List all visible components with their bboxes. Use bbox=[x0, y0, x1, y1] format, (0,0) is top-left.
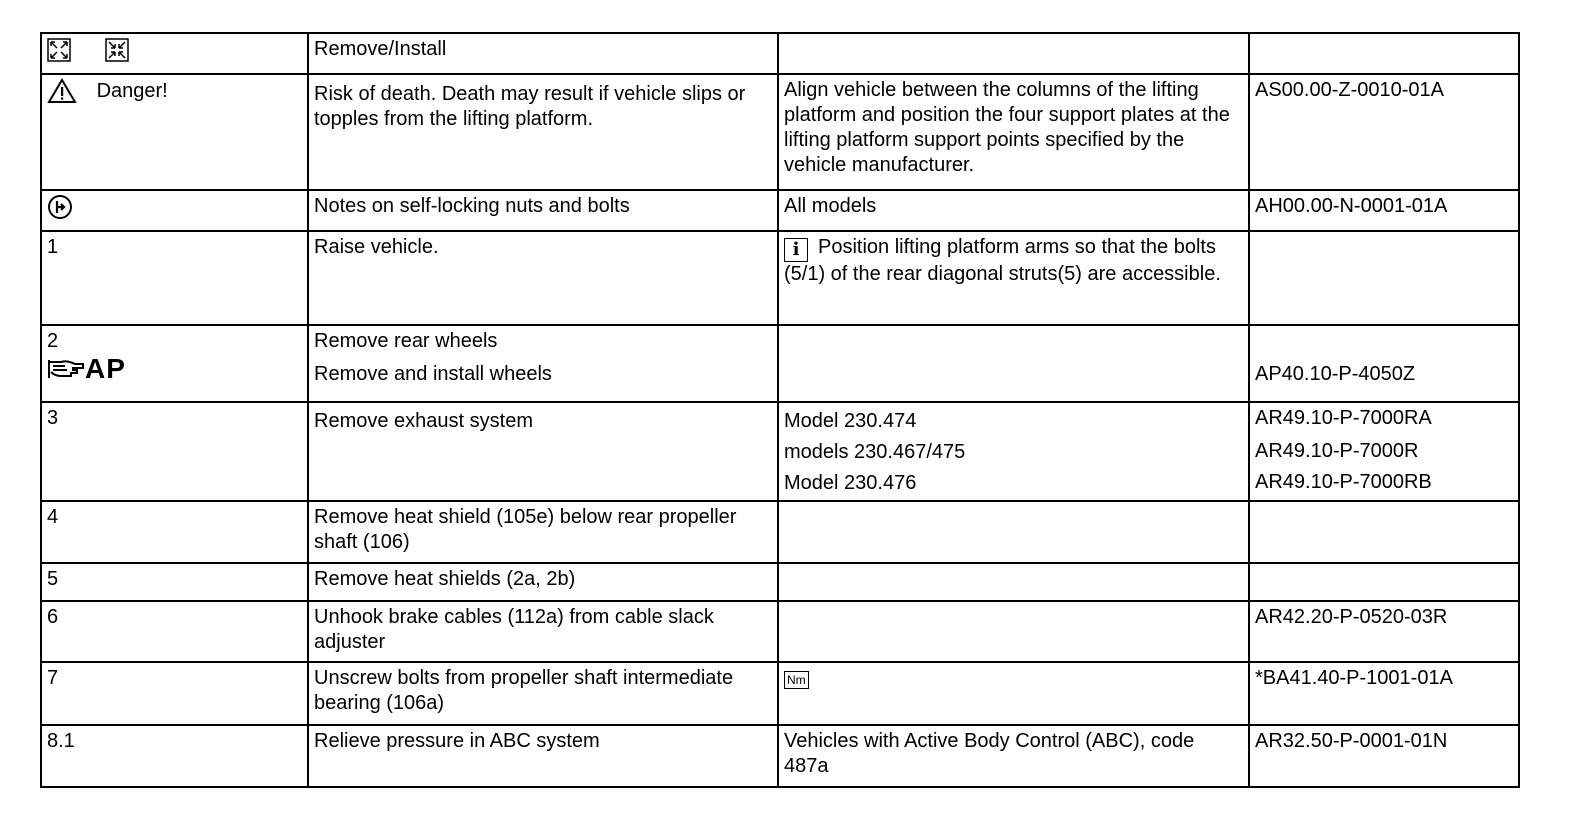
icon-cell bbox=[41, 190, 308, 231]
cell-reference: AR42.20-P-0520-03R bbox=[1249, 601, 1519, 662]
table-row bbox=[41, 190, 1519, 231]
cell-action: Unscrew bolts from propeller shaft intermediate bearing (106a) bbox=[308, 662, 778, 725]
ap-reference bbox=[47, 353, 301, 385]
danger-cell bbox=[41, 74, 308, 190]
cell-notes bbox=[778, 563, 1249, 601]
warning-triangle-icon bbox=[47, 78, 77, 104]
action-line: Remove rear wheels bbox=[314, 330, 498, 352]
cell-reference: AS00.00-Z-0010-01A bbox=[1249, 74, 1519, 190]
cell-notes bbox=[778, 231, 1249, 325]
step-number: 5 bbox=[41, 563, 308, 601]
cell-action bbox=[308, 325, 778, 402]
table-row bbox=[41, 231, 1519, 325]
cell-action: Relieve pressure in ABC system bbox=[308, 725, 778, 787]
reference-code: AR49.10-P-7000R bbox=[1255, 440, 1419, 462]
cell-action: Notes on self-locking nuts and bolts bbox=[308, 190, 778, 231]
cell-reference: *BA41.40-P-1001-01A bbox=[1249, 662, 1519, 725]
table-row bbox=[41, 325, 1519, 402]
cell-action: Raise vehicle. bbox=[308, 231, 778, 325]
table-row bbox=[41, 501, 1519, 563]
reference-code: AP40.10-P-4050Z bbox=[1255, 363, 1416, 385]
model-line: models 230.467/475 bbox=[784, 441, 966, 463]
cell-action: Risk of death. Death may result if vehicle slips or topples from the lifting platform. bbox=[308, 74, 778, 190]
reference-code: AR49.10-P-7000RB bbox=[1255, 471, 1432, 493]
cell-notes bbox=[778, 501, 1249, 563]
cell-reference: AH00.00-N-0001-01A bbox=[1249, 190, 1519, 231]
cell-reference bbox=[1249, 33, 1519, 74]
info-text: Position lifting platform arms so that the bolts (5/1) of the rear diagonal struts(5) are accessible. bbox=[784, 236, 1221, 285]
step-number: 6 bbox=[41, 601, 308, 662]
cell-reference bbox=[1249, 563, 1519, 601]
table-row bbox=[41, 402, 1519, 501]
cell-reference bbox=[1249, 402, 1519, 501]
cell-notes bbox=[778, 33, 1249, 74]
cell-reference bbox=[1249, 325, 1519, 402]
table-row bbox=[41, 563, 1519, 601]
table-row bbox=[41, 74, 1519, 190]
step-number: 8.1 bbox=[41, 725, 308, 787]
ap-label: AP bbox=[85, 353, 126, 385]
cell-notes: All models bbox=[778, 190, 1249, 231]
step-number: 1 bbox=[41, 231, 308, 325]
step-number: 4 bbox=[41, 501, 308, 563]
cell-notes bbox=[778, 402, 1249, 501]
step-cell bbox=[41, 325, 308, 402]
reference-code: AR49.10-P-7000RA bbox=[1255, 407, 1432, 429]
cell-action: Unhook brake cables (112a) from cable slack adjuster bbox=[308, 601, 778, 662]
cell-notes bbox=[778, 601, 1249, 662]
cell-notes bbox=[778, 325, 1249, 402]
table-row bbox=[41, 725, 1519, 787]
torque-icon: Nm bbox=[784, 671, 809, 689]
procedure-table bbox=[40, 32, 1520, 788]
table-row bbox=[41, 601, 1519, 662]
cell-reference bbox=[1249, 501, 1519, 563]
step-number: 3 bbox=[41, 402, 308, 501]
cell-action: Remove exhaust system bbox=[308, 402, 778, 501]
model-line: Model 230.474 bbox=[784, 410, 917, 432]
clock-arrow-icon bbox=[47, 194, 73, 220]
cell-notes bbox=[778, 662, 1249, 725]
cell-reference bbox=[1249, 231, 1519, 325]
cell-action: Remove heat shield (105e) below rear propeller shaft (106) bbox=[308, 501, 778, 563]
table-row bbox=[41, 662, 1519, 725]
cell-notes: Vehicles with Active Body Control (ABC), code 487a bbox=[778, 725, 1249, 787]
model-line: Model 230.476 bbox=[784, 472, 917, 494]
cell-action: Remove/Install bbox=[308, 33, 778, 74]
danger-label: Danger! bbox=[96, 79, 168, 102]
icon-cell bbox=[41, 33, 308, 74]
step-number: 2 bbox=[47, 330, 59, 352]
cell-reference: AR32.50-P-0001-01N bbox=[1249, 725, 1519, 787]
pointing-hand-icon bbox=[47, 358, 85, 380]
action-line: Remove and install wheels bbox=[314, 363, 552, 385]
collapse-icon bbox=[105, 38, 129, 62]
table-row bbox=[41, 33, 1519, 74]
step-number: 7 bbox=[41, 662, 308, 725]
expand-icon bbox=[47, 38, 71, 62]
cell-notes: Align vehicle between the columns of the lifting platform and position the four support plates at the lifting platform support points specified by the vehicle manufacturer. bbox=[778, 74, 1249, 190]
info-icon: i bbox=[784, 238, 808, 262]
cell-action: Remove heat shields (2a, 2b) bbox=[308, 563, 778, 601]
